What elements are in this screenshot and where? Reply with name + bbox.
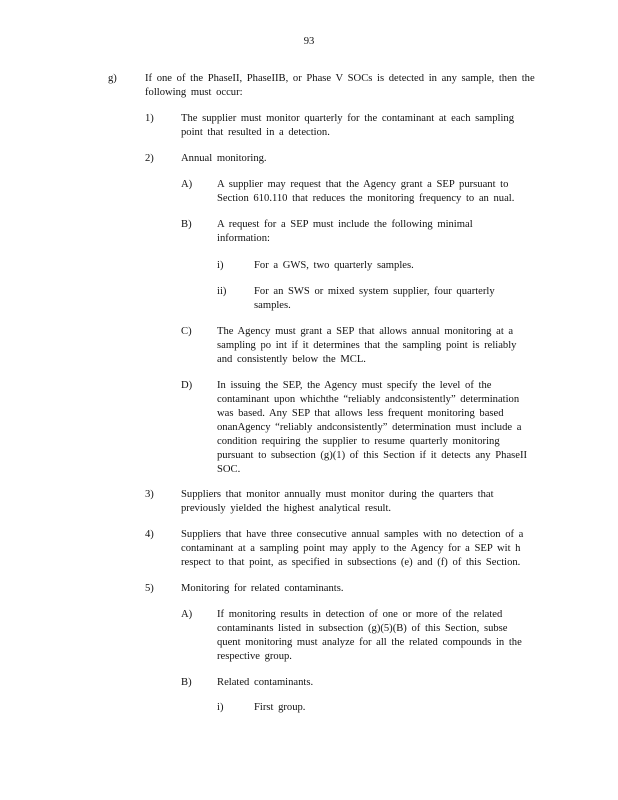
item-2d-label: D)	[181, 380, 193, 391]
item-4-text: Suppliers that have three consecutive annual samples with no detection of a contaminant at a sampling point may apply to the Agency for a SEP wit h respect to that point, as specified in subsections (e) and (f) of this Section.	[181, 529, 524, 568]
item-2c-text: The Agency must grant a SEP that allows annual monitoring at a sampling po int if it determines that the sampling point is reliably and consistently below the MCL.	[217, 326, 517, 365]
item-5b-text: Related contaminants.	[217, 677, 314, 688]
item-2b-i-label: i)	[217, 260, 224, 271]
item-2-label: 2)	[145, 153, 154, 164]
item-1-text: The supplier must monitor quarterly for the contaminant at each sampling point that resulted in a detection.	[181, 113, 515, 138]
item-1-label: 1)	[145, 113, 154, 124]
item-5b-i-text: First group.	[254, 702, 306, 713]
item-3-label: 3)	[145, 489, 154, 500]
item-2a-text: A supplier may request that the Agency grant a SEP pursuant to Section 610.110 that reduces the monitoring frequency to an nual.	[217, 179, 515, 204]
item-2d-text: In issuing the SEP, the Agency must specify the level of the contaminant upon whichthe “reliably andconsistently” determination was based. Any SEP that allows less frequent monitoring based onanAgency “reliably andconsistently” determination must include a condition requiring the supplier to resume quarterly monitoring pursuant to subsection (g)(1) of this Section if it detects any PhaseII SOC.	[217, 380, 528, 475]
subsection-g-text: If one of the PhaseII, PhaseIIB, or Phase V SOCs is detected in any sample, then the following must occur:	[145, 73, 535, 98]
item-2b-i-text: For a GWS, two quarterly samples.	[254, 260, 414, 271]
item-5b-label: B)	[181, 677, 192, 688]
item-2a-label: A)	[181, 179, 193, 190]
item-3-text: Suppliers that monitor annually must monitor during the quarters that previously yielded the highest analytical result.	[181, 489, 494, 514]
item-2c-label: C)	[181, 326, 192, 337]
item-4-label: 4)	[145, 529, 154, 540]
item-5b-i-label: i)	[217, 702, 224, 713]
item-5-label: 5)	[145, 583, 154, 594]
item-5a-label: A)	[181, 609, 193, 620]
item-5a-text: If monitoring results in detection of one or more of the related contaminants listed in subsection (g)(5)(B) of this Section, subse quent monitoring must analyze for all the related compounds in the respective group.	[217, 609, 522, 662]
item-2b-text: A request for a SEP must include the following minimal information:	[217, 219, 473, 244]
item-2-text: Annual monitoring.	[181, 153, 267, 164]
item-5-text: Monitoring for related contaminants.	[181, 583, 344, 594]
item-2b-ii-text: For an SWS or mixed system supplier, four quarterly samples.	[254, 286, 495, 311]
page-number: 93	[303, 36, 315, 47]
subsection-g-label: g)	[108, 73, 117, 84]
item-2b-ii-label: ii)	[217, 286, 227, 297]
item-2b-label: B)	[181, 219, 192, 230]
